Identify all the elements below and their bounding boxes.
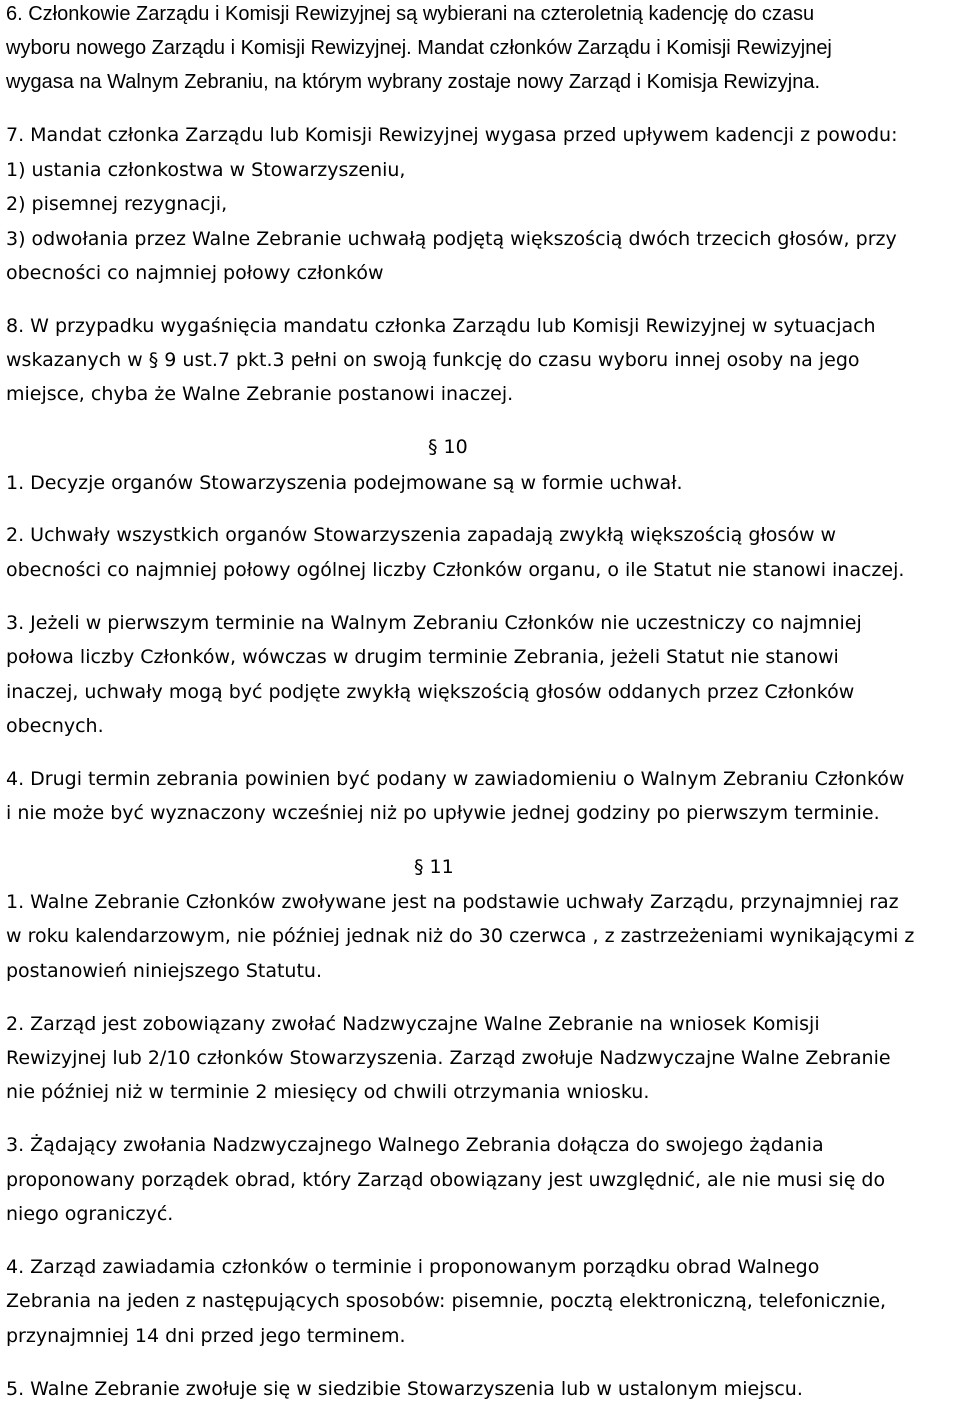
section-10-heading: § 10 <box>428 436 468 458</box>
paragraph-7-line-1: 7. Mandat członka Zarządu lub Komisji Rewizyjnej wygasa przed upływem kadencji z powodu: <box>6 124 898 146</box>
paragraph-7-line-3: 2) pisemnej rezygnacji, <box>6 193 228 215</box>
section-11-item-3-line-1: 3. Żądający zwołania Nadzwyczajnego Walnego Zebrania dołącza do swojego żądania <box>6 1134 824 1156</box>
section-11-item-2-line-2: Rewizyjnej lub 2/10 członków Stowarzyszenia. Zarząd zwołuje Nadzwyczajne Walne Zebranie <box>6 1047 891 1069</box>
section-10-item-1: 1. Decyzje organów Stowarzyszenia podejmowane są w formie uchwał. <box>6 472 683 494</box>
section-11-item-1-line-1: 1. Walne Zebranie Członków zwoływane jest na podstawie uchwały Zarządu, przynajmniej raz <box>6 891 899 913</box>
paragraph-7-line-5: obecności co najmniej połowy członków <box>6 262 384 284</box>
section-10-item-3-line-1: 3. Jeżeli w pierwszym terminie na Walnym Zebraniu Członków nie uczestniczy co najmniej <box>6 612 862 634</box>
section-10-item-3-line-2: połowa liczby Członków, wówczas w drugim terminie Zebrania, jeżeli Statut nie stanowi <box>6 646 839 668</box>
section-10-item-2-line-2: obecności co najmniej połowy ogólnej liczby Członków organu, o ile Statut nie stanowi inaczej. <box>6 559 905 581</box>
section-10-item-4-line-1: 4. Drugi termin zebrania powinien być podany w zawiadomieniu o Walnym Zebraniu Członków <box>6 768 905 790</box>
section-11-item-2-line-3: nie później niż w terminie 2 miesięcy od chwili otrzymania wniosku. <box>6 1081 650 1103</box>
section-11-item-5: 5. Walne Zebranie zwołuje się w siedzibie Stowarzyszenia lub w ustalonym miejscu. <box>6 1378 803 1400</box>
section-11-item-2-line-1: 2. Zarząd jest zobowiązany zwołać Nadzwyczajne Walne Zebranie na wniosek Komisji <box>6 1013 820 1035</box>
paragraph-6-line-2: wyboru nowego Zarządu i Komisji Rewizyjnej. Mandat członków Zarządu i Komisji Rewizyjnej <box>6 37 832 59</box>
section-10-item-2-line-1: 2. Uchwały wszystkich organów Stowarzyszenia zapadają zwykłą większością głosów w <box>6 524 837 546</box>
section-11-heading: § 11 <box>414 856 454 878</box>
paragraph-8-line-1: 8. W przypadku wygaśnięcia mandatu członka Zarządu lub Komisji Rewizyjnej w sytuacjach <box>6 315 876 337</box>
section-11-item-4-line-2: Zebrania na jeden z następujących sposobów: pisemnie, pocztą elektroniczną, telefonicznie, <box>6 1290 887 1312</box>
paragraph-8-line-2: wskazanych w § 9 ust.7 pkt.3 pełni on swoją funkcję do czasu wyboru innej osoby na jego <box>6 349 860 371</box>
section-11-item-1-line-2: w roku kalendarzowym, nie później jednak niż do 30 czerwca , z zastrzeżeniami wynikającymi z <box>6 925 915 947</box>
section-11-item-1-line-3: postanowień niniejszego Statutu. <box>6 960 323 982</box>
paragraph-6-line-3: wygasa na Walnym Zebraniu, na którym wybrany zostaje nowy Zarząd i Komisja Rewizyjna. <box>6 71 821 93</box>
paragraph-7-line-2: 1) ustania członkostwa w Stowarzyszeniu, <box>6 159 406 181</box>
section-11-item-4-line-1: 4. Zarząd zawiadamia członków o terminie i proponowanym porządku obrad Walnego <box>6 1256 820 1278</box>
paragraph-8-line-3: miejsce, chyba że Walne Zebranie postanowi inaczej. <box>6 383 514 405</box>
paragraph-7-line-4: 3) odwołania przez Walne Zebranie uchwałą podjętą większością dwóch trzecich głosów, przy <box>6 228 897 250</box>
section-11-item-3-line-3: niego ograniczyć. <box>6 1203 174 1225</box>
section-10-item-3-line-4: obecnych. <box>6 715 104 737</box>
paragraph-6-line-1: 6. Członkowie Zarządu i Komisji Rewizyjnej są wybierani na czteroletnią kadencję do czasu <box>6 3 815 25</box>
section-11-item-3-line-2: proponowany porządek obrad, który Zarząd obowiązany jest uwzględnić, ale nie musi się do <box>6 1169 886 1191</box>
section-11-item-4-line-3: przynajmniej 14 dni przed jego terminem. <box>6 1325 406 1347</box>
section-10-item-4-line-2: i nie może być wyznaczony wcześniej niż po upływie jednej godziny po pierwszym terminie. <box>6 802 880 824</box>
section-10-item-3-line-3: inaczej, uchwały mogą być podjęte zwykłą większością głosów oddanych przez Członków <box>6 681 855 703</box>
